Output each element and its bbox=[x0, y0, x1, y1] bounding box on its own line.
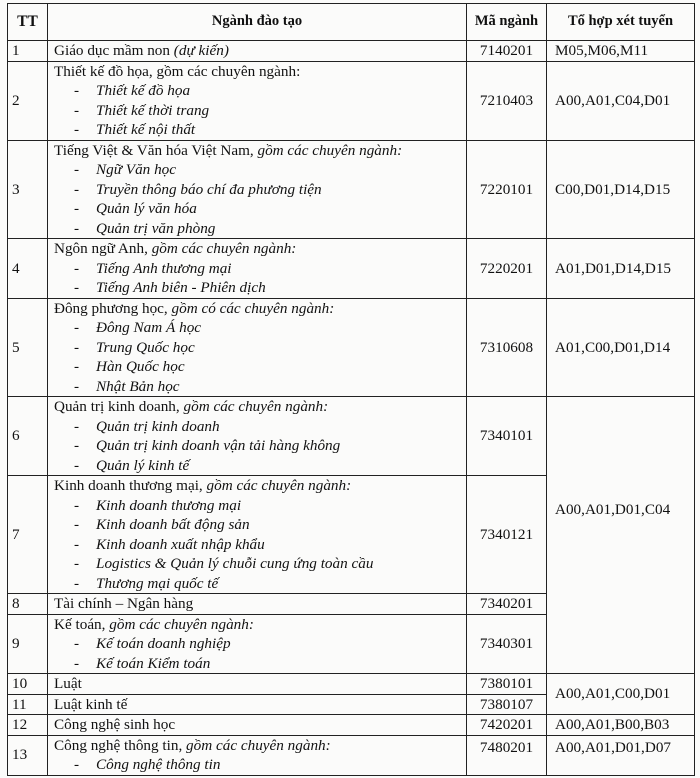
table-row bbox=[8, 397, 695, 476]
program-cell bbox=[48, 61, 467, 140]
program-cell bbox=[48, 614, 467, 674]
row-number: 9 bbox=[8, 614, 48, 674]
bullet-dash: - bbox=[74, 417, 80, 435]
program-name: Kế toán, bbox=[54, 615, 106, 633]
bullet-dash: - bbox=[74, 654, 80, 672]
bullet-dash: - bbox=[74, 437, 80, 454]
subject-combination: A01,D01,D14,D15 bbox=[547, 239, 695, 299]
row-number: 4 bbox=[8, 239, 48, 299]
bullet-dash: - bbox=[74, 101, 80, 119]
specialization-item: - Tiếng Anh biên - Phiên dịch bbox=[54, 278, 462, 298]
program-cell bbox=[48, 397, 467, 476]
specialization-item: - Trung Quốc học bbox=[54, 338, 462, 358]
row-number: 10 bbox=[8, 674, 48, 695]
table-row bbox=[8, 735, 695, 775]
table-row bbox=[8, 674, 695, 695]
table-row bbox=[8, 140, 695, 239]
bullet-dash: - bbox=[74, 496, 80, 514]
row-number: 12 bbox=[8, 715, 48, 736]
program-code: 7420201 bbox=[467, 715, 547, 736]
specialization-item: - Thiết kế thời trang bbox=[54, 101, 462, 121]
program-cell bbox=[48, 694, 467, 715]
program-name: Quản trị kinh doanh, bbox=[54, 398, 180, 415]
admissions-table bbox=[7, 3, 695, 776]
row-number: 3 bbox=[8, 140, 48, 239]
row-number: 7 bbox=[8, 476, 48, 594]
bullet-dash: - bbox=[74, 338, 80, 356]
program-code: 7340121 bbox=[467, 476, 547, 594]
row-number: 8 bbox=[8, 594, 48, 615]
program-name: Thiết kế đồ họa, gồm các chuyên ngành: bbox=[54, 62, 301, 80]
program-code: 7380101 bbox=[467, 674, 547, 695]
specialization-item: - Thiết kế đồ họa bbox=[54, 81, 462, 101]
program-code: 7480201 bbox=[467, 735, 547, 775]
program-name: Luật bbox=[54, 675, 82, 692]
bullet-dash: - bbox=[74, 756, 80, 773]
program-cell bbox=[48, 239, 467, 299]
bullet-dash: - bbox=[74, 319, 80, 336]
program-cell bbox=[48, 41, 467, 62]
program-code: 7340201 bbox=[467, 594, 547, 615]
specialization-item: - Quản lý văn hóa bbox=[54, 199, 462, 219]
specialization-item: - Thiết kế nội thất bbox=[54, 120, 462, 140]
header-combo: Tổ hợp xét tuyển bbox=[547, 4, 695, 41]
subject-combination: C00,D01,D14,D15 bbox=[547, 140, 695, 239]
specialization-item: - Thương mại quốc tế bbox=[54, 574, 462, 594]
bullet-dash: - bbox=[74, 555, 80, 572]
bullet-dash: - bbox=[74, 180, 80, 198]
program-cell bbox=[48, 735, 467, 775]
bullet-dash: - bbox=[74, 574, 80, 592]
program-cell bbox=[48, 594, 467, 615]
bullet-dash: - bbox=[74, 358, 80, 375]
row-number: 5 bbox=[8, 298, 48, 397]
program-code: 7140201 bbox=[467, 41, 547, 62]
program-name: Đông phương học, bbox=[54, 299, 168, 317]
program-name: Công nghệ sinh học bbox=[54, 716, 176, 733]
specialization-item: - Kinh doanh thương mại bbox=[54, 496, 462, 516]
specialization-item: - Nhật Bản học bbox=[54, 377, 462, 397]
subject-combination: A00,A01,C04,D01 bbox=[547, 61, 695, 140]
specialization-item: - Kinh doanh xuất nhập khẩu bbox=[54, 535, 462, 555]
bullet-dash: - bbox=[74, 219, 80, 237]
specialization-item: - Ngữ Văn học bbox=[54, 160, 462, 180]
program-name: Công nghệ thông tin, bbox=[54, 736, 183, 754]
specialization-item: - Hàn Quốc học bbox=[54, 357, 462, 377]
program-code: 7340101 bbox=[467, 397, 547, 476]
program-name-note: gồm các chuyên ngành: bbox=[151, 240, 297, 257]
subject-combination-merged: A00,A01,D01,C04 bbox=[547, 397, 695, 674]
row-number: 13 bbox=[8, 735, 48, 775]
header-code: Mã ngành bbox=[467, 4, 547, 41]
program-name-note: gồm các chuyên ngành: bbox=[186, 736, 331, 754]
specialization-item: - Logistics & Quản lý chuỗi cung ứng toàn cầu bbox=[54, 554, 462, 574]
bullet-dash: - bbox=[74, 161, 80, 178]
program-cell bbox=[48, 715, 467, 736]
specialization-item: - Kinh doanh bất động sản bbox=[54, 515, 462, 535]
bullet-dash: - bbox=[74, 121, 80, 138]
row-number: 2 bbox=[8, 61, 48, 140]
program-cell bbox=[48, 298, 467, 397]
program-code: 7340301 bbox=[467, 614, 547, 674]
specialization-item: - Quản lý kinh tế bbox=[54, 456, 462, 476]
table-row bbox=[8, 715, 695, 736]
program-code: 7220101 bbox=[467, 140, 547, 239]
bullet-dash: - bbox=[74, 635, 80, 652]
bullet-dash: - bbox=[74, 456, 80, 474]
program-name: Kinh doanh thương mại, bbox=[54, 477, 203, 494]
program-name-note: (dự kiến) bbox=[173, 42, 229, 59]
program-name: Tài chính – Ngân hàng bbox=[54, 595, 194, 612]
bullet-dash: - bbox=[74, 535, 80, 553]
program-code: 7220201 bbox=[467, 239, 547, 299]
program-name: Luật kinh tế bbox=[54, 695, 128, 713]
program-name: Tiếng Việt & Văn hóa Việt Nam, bbox=[54, 141, 254, 159]
subject-combination: A01,C00,D01,D14 bbox=[547, 298, 695, 397]
program-name-note: gồm có các chuyên ngành: bbox=[171, 299, 335, 317]
subject-combination: M05,M06,M11 bbox=[547, 41, 695, 62]
subject-combination: A00,A01,B00,B03 bbox=[547, 715, 695, 736]
specialization-item: - Kế toán Kiểm toán bbox=[54, 654, 462, 674]
table-row bbox=[8, 239, 695, 299]
bullet-dash: - bbox=[74, 516, 80, 533]
bullet-dash: - bbox=[74, 200, 80, 217]
row-number: 1 bbox=[8, 41, 48, 62]
specialization-item: - Quản trị kinh doanh vận tải hàng không bbox=[54, 436, 462, 456]
program-name-note: gồm các chuyên ngành: bbox=[257, 141, 403, 159]
program-name-note: gồm các chuyên ngành: bbox=[206, 477, 352, 494]
specialization-item: - Kế toán doanh nghiệp bbox=[54, 634, 462, 654]
program-code: 7210403 bbox=[467, 61, 547, 140]
program-name-note: gồm các chuyên ngành: bbox=[183, 398, 329, 415]
table-row bbox=[8, 61, 695, 140]
row-number: 11 bbox=[8, 694, 48, 715]
bullet-dash: - bbox=[74, 259, 80, 277]
subject-combination-merged: A00,A01,C00,D01 bbox=[547, 674, 695, 715]
specialization-item: - Đông Nam Á học bbox=[54, 318, 462, 338]
specialization-item: - Tiếng Anh thương mại bbox=[54, 259, 462, 279]
specialization-item: - Quản trị kinh doanh bbox=[54, 417, 462, 437]
subject-combination: A00,A01,D01,D07 bbox=[547, 735, 695, 775]
bullet-dash: - bbox=[74, 377, 80, 395]
program-code: 7380107 bbox=[467, 694, 547, 715]
program-name-note: gồm các chuyên ngành: bbox=[109, 615, 254, 633]
specialization-item: - Quản trị văn phòng bbox=[54, 219, 462, 239]
specialization-item: - Công nghệ thông tin bbox=[54, 755, 462, 775]
program-cell bbox=[48, 674, 467, 695]
specialization-item: - Truyền thông báo chí đa phương tiện bbox=[54, 180, 462, 200]
header-program: Ngành đào tạo bbox=[48, 4, 467, 41]
bullet-dash: - bbox=[74, 82, 80, 99]
table-row bbox=[8, 41, 695, 62]
bullet-dash: - bbox=[74, 279, 80, 296]
program-name: Giáo dục mầm non bbox=[54, 42, 170, 59]
table-row bbox=[8, 298, 695, 397]
program-name: Ngôn ngữ Anh, bbox=[54, 240, 148, 257]
header-tt: TT bbox=[8, 4, 48, 41]
program-cell bbox=[48, 476, 467, 594]
program-code: 7310608 bbox=[467, 298, 547, 397]
program-cell bbox=[48, 140, 467, 239]
table-header-row bbox=[8, 4, 695, 41]
row-number: 6 bbox=[8, 397, 48, 476]
